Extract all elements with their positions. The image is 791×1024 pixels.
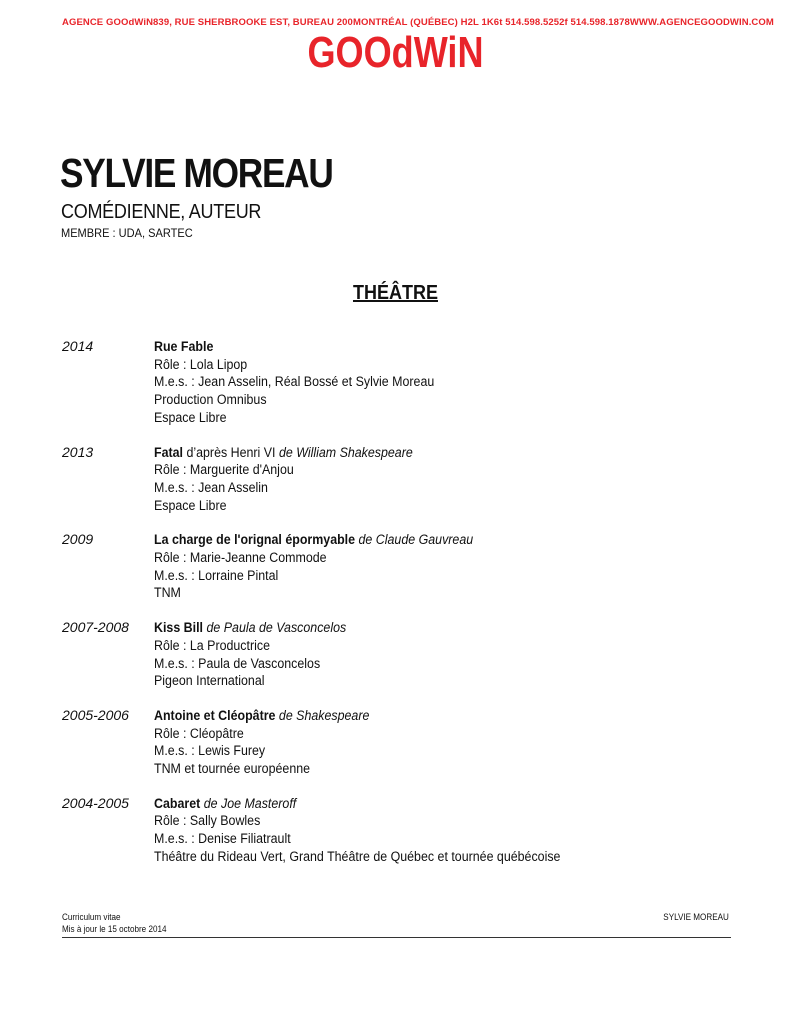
entry-director: M.e.s. : Jean Asselin, Réal Bossé et Sylvie Moreau: [154, 374, 435, 390]
agency-city: MONTRÉAL (QUÉBEC) H2L 1K6: [352, 17, 500, 28]
footer-name: SYLVIE MOREAU: [663, 912, 729, 922]
entry-year: 2009: [62, 531, 94, 548]
entry-title: Antoine et Cléopâtre: [154, 707, 276, 723]
theatre-entries: [62, 338, 742, 883]
entry-details: [154, 444, 435, 515]
person-name: SYLVIE MOREAU: [60, 150, 333, 196]
entry-director: M.e.s. : Paula de Vasconcelos: [154, 655, 321, 671]
entry-production: Production Omnibus: [154, 392, 267, 408]
agency-address: 839, RUE SHERBROOKE EST, BUREAU 200: [153, 17, 353, 28]
entry-author: de Joe Masteroff: [203, 795, 297, 811]
agency-name: AGENCE GOOdWiN: [62, 17, 154, 28]
entry-year: 2014: [62, 338, 94, 354]
entry-title-line: [154, 338, 434, 356]
agency-website[interactable]: WWW.AGENCEGOODWIN.COM: [629, 17, 774, 28]
entry-title: La charge de l'orignal épormyable: [154, 532, 356, 548]
list-item: [62, 444, 742, 515]
person-membership: MEMBRE : UDA, SARTEC: [61, 226, 193, 240]
entry-year: 2013: [62, 443, 94, 460]
footer-divider: [62, 937, 731, 938]
entry-director: M.e.s. : Denise Filiatrault: [154, 831, 291, 847]
entry-role: Rôle : Marguerite d'Anjou: [154, 462, 294, 478]
entry-title-line: [154, 707, 369, 725]
entry-title-line: [154, 444, 413, 462]
entry-details: [154, 338, 459, 427]
entry-venue: Espace Libre: [154, 497, 227, 513]
entry-author: de Paula de Vasconcelos: [206, 620, 347, 636]
entry-title: Kiss Bill: [154, 620, 204, 636]
entry-author: de Shakespeare: [278, 707, 370, 723]
agency-logo: GOOdWiN: [307, 28, 484, 77]
entry-title: Cabaret: [154, 795, 201, 811]
entry-year: 2005-2006: [62, 706, 129, 723]
list-item: [62, 338, 742, 427]
entry-year: 2004-2005: [62, 794, 129, 811]
entry-year: 2007-2008: [62, 619, 129, 636]
entry-role: Rôle : Marie-Jeanne Commode: [154, 550, 327, 566]
entry-title: Rue Fable: [154, 339, 214, 354]
footer-updated-date: Mis à jour le 15 octobre 2014: [62, 924, 167, 934]
entry-details: [154, 619, 363, 690]
entry-role: Rôle : Cléopâtre: [154, 725, 244, 741]
agency-fax: f 514.598.1878: [564, 17, 630, 28]
agency-phone: t 514.598.5252: [499, 17, 565, 28]
list-item: [62, 795, 742, 866]
list-item: [62, 619, 742, 690]
section-title: THÉÂTRE: [352, 282, 438, 304]
entry-venue: Espace Libre: [154, 409, 227, 425]
entry-role: Rôle : La Productrice: [154, 637, 270, 653]
entry-role: Rôle : Sally Bowles: [154, 813, 261, 829]
entry-director: M.e.s. : Lewis Furey: [154, 743, 266, 759]
entry-venue: TNM: [154, 585, 181, 601]
entry-author: de Claude Gauvreau: [358, 532, 474, 548]
person-role: COMÉDIENNE, AUTEUR: [61, 201, 262, 223]
entry-role: Rôle : Lola Lipop: [154, 356, 248, 372]
entry-title-line: [154, 531, 473, 549]
entry-venue: Théâtre du Rideau Vert, Grand Théâtre de Québec et tournée québécoise: [154, 848, 561, 864]
entry-title-line: [154, 795, 560, 813]
entry-author: de William Shakespeare: [278, 444, 413, 460]
entry-details: [154, 707, 388, 778]
entry-director: M.e.s. : Jean Asselin: [154, 479, 268, 495]
entry-title: Fatal: [154, 444, 183, 460]
list-item: [62, 707, 742, 778]
footer-doc-type: Curriculum vitae: [62, 912, 121, 922]
footer-left: [62, 911, 166, 935]
list-item: [62, 531, 742, 602]
entry-details: [154, 795, 596, 866]
agency-contact-bar: [62, 17, 774, 28]
entry-title-suffix: d’après Henri VI: [182, 444, 279, 460]
entry-venue: TNM et tournée européenne: [154, 761, 311, 777]
entry-title-line: [154, 619, 346, 637]
entry-director: M.e.s. : Lorraine Pintal: [154, 567, 279, 583]
entry-venue: Pigeon International: [154, 673, 265, 689]
entry-details: [154, 531, 501, 602]
